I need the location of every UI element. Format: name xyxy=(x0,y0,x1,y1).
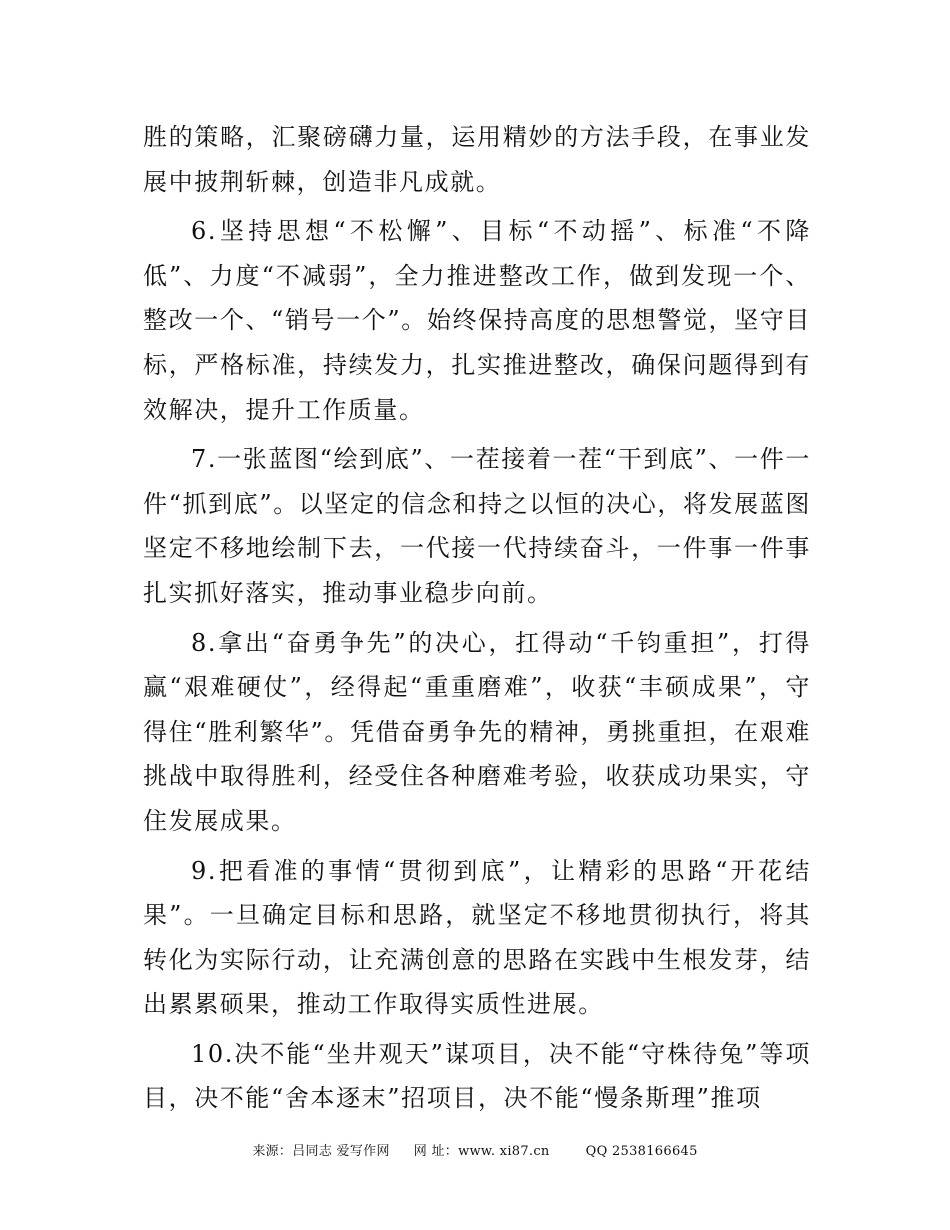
page-footer xyxy=(0,1140,950,1159)
document-body xyxy=(143,115,811,1126)
paragraph-continued: 胜的策略，汇聚磅礴力量，运用精妙的方法手段，在事业发展中披荆斩棘，创造非凡成就。 xyxy=(143,123,811,196)
paragraph-item-7: 7.一张蓝图“绘到底”、一茬接着一茬“干到底”、一件一件“抓到底”。以坚定的信念和持之以恒的决心，将发展蓝图坚定不移地绘制下去，一代接一代持续奋斗，一件事一件事扎实抓好落实，推动事业稳步向前。 xyxy=(143,445,811,607)
paragraph-item-9: 9.把看准的事情“贯彻到底”，让精彩的思路“开花结果”。一旦确定目标和思路，就坚定不移地贯彻执行，将其转化为实际行动，让充满创意的思路在实践中生根发芽，结出累累硕果，推动工作取得实质性进展。 xyxy=(143,856,811,1019)
footer-source: 来源：吕同志 爱写作网 xyxy=(252,1144,390,1159)
paragraph-item-10: 10.决不能“坐井观天”谋项目，决不能“守株待兔”等项目，决不能“舍本逐末”招项目，决不能“慢条斯理”推项 xyxy=(143,1039,811,1113)
footer-qq: QQ 2538166645 xyxy=(585,1144,698,1159)
paragraph-item-6: 6.坚持思想“不松懈”、目标“不动摇”、标准“不降低”、力度“不减弱”，全力推进整改工作，做到发现一个、整改一个、“销号一个”。始终保持高度的思想警觉，坚守目标，严格标准，持续发力，扎实推进整改，确保问题得到有效解决，提升工作质量。 xyxy=(143,217,811,424)
footer-website: 网 址：www. xi87.cn xyxy=(413,1144,550,1159)
paragraph-item-8: 8.拿出“奋勇争先”的决心，扛得动“千钧重担”，打得赢“艰难硬仗”，经得起“重重磨难”，收获“丰硕成果”，守得住“胜利繁华”。凭借奋勇争先的精神，勇挑重担，在艰难挑战中取得胜利，经受住各种磨难考验，收获成功果实，守住发展成果。 xyxy=(143,628,811,835)
